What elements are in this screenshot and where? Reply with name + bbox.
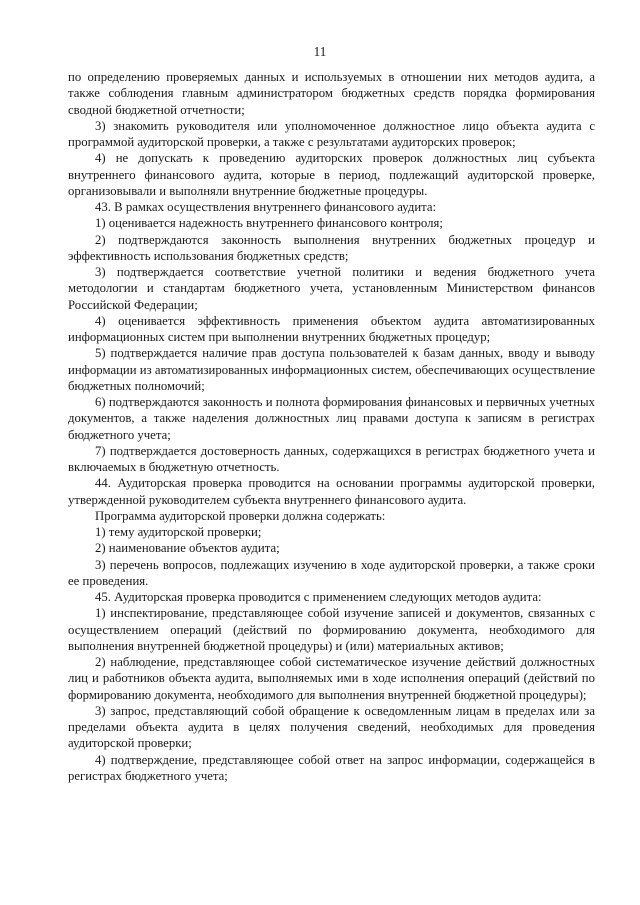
paragraph-42-item-3: 3) знакомить руководителя или уполномоченное должностное лицо объекта аудита с программой аудиторской проверки, а также с результатами аудиторских проверок;: [68, 118, 595, 149]
paragraph-continuation: по определению проверяемых данных и используемых в отношении них методов аудита, а также соблюдения главным администратором бюджетных средств порядка формирования сводной бюджетной отчетности;: [68, 70, 595, 117]
paragraph-45-item-3: 3) запрос, представляющий собой обращение к осведомленным лицам в пределах или за пределами объекта аудита в целях получения сведений, необходимых для проведения аудиторской проверки;: [68, 703, 595, 751]
program-contents-heading: Программа аудиторской проверки должна содержать:: [95, 508, 386, 523]
paragraph-42-item-4: 4) не допускать к проведению аудиторских проверок должностных лиц субъекта внутреннего финансового аудита, которые в период, подлежащий аудиторской проверке, организовывали и выполняли внутренние бюджетные процедуры.: [68, 151, 595, 198]
page-number: 11: [313, 44, 327, 59]
paragraph-45-heading: 45. Аудиторская проверка проводится с применением следующих методов аудита:: [95, 590, 542, 604]
paragraph-43-item-2: 2) подтверждаются законность выполнения внутренних бюджетных процедур и эффективность использования бюджетных средств;: [68, 232, 595, 263]
program-item-1: 1) тему аудиторской проверки;: [95, 525, 262, 539]
paragraph-43-item-4: 4) оценивается эффективность применения объектом аудита автоматизированных информационных систем при выполнении внутренних бюджетных процедур;: [68, 313, 595, 344]
paragraph-45-item-1: 1) инспектирование, представляющее собой изучение записей и документов, связанных с осуществлением операций (действий по формированию документа, необходимого для выполнения внутренней бюджетной процедуры) и (или) материальных активов;: [68, 606, 595, 653]
paragraph-43-item-1: 1) оценивается надежность внутреннего финансового контроля;: [95, 216, 443, 231]
program-item-3: 3) перечень вопросов, подлежащих изучению в ходе аудиторской проверки, а также сроки ее проведения.: [68, 557, 595, 588]
document-body: [68, 69, 595, 784]
paragraph-43-item-6: 6) подтверждаются законность и полнота формирования финансовых и первичных учетных документов, а также наделения должностных лиц правами доступа к записям в регистрах бюджетного учета;: [68, 395, 595, 442]
paragraph-43-heading: 43. В рамках осуществления внутреннего финансового аудита:: [95, 200, 437, 214]
paragraph-43-item-7: 7) подтверждается достоверность данных, содержащихся в регистрах бюджетного учета и включаемых в бюджетную отчетность.: [68, 443, 595, 474]
paragraph-43-item-3: 3) подтверждается соответствие учетной политики и ведения бюджетного учета методологии и стандартам бюджетного учета, установленным Министерством финансов Российской Федерации;: [68, 265, 595, 312]
paragraph-45-item-4: 4) подтверждение, представляющее собой ответ на запрос информации, содержащейся в регистрах бюджетного учета;: [68, 752, 595, 783]
paragraph-45-item-2: 2) наблюдение, представляющее собой систематическое изучение действий должностных лиц и работников объекта аудита, выполняемых ими в ходе исполнения операций (действий по формированию документа, необходимого для выполнения внутренней бюджетной процедуры);: [68, 655, 595, 702]
paragraph-44: 44. Аудиторская проверка проводится на основании программы аудиторской проверки, утвержденной руководителем субъекта внутреннего финансового аудита.: [68, 476, 595, 507]
paragraph-43-item-5: 5) подтверждается наличие прав доступа пользователей к базам данных, вводу и выводу информации из автоматизированных информационных систем, обеспечивающих осуществление бюджетных полномочий;: [68, 346, 595, 393]
program-item-2: 2) наименование объектов аудита;: [95, 541, 280, 556]
